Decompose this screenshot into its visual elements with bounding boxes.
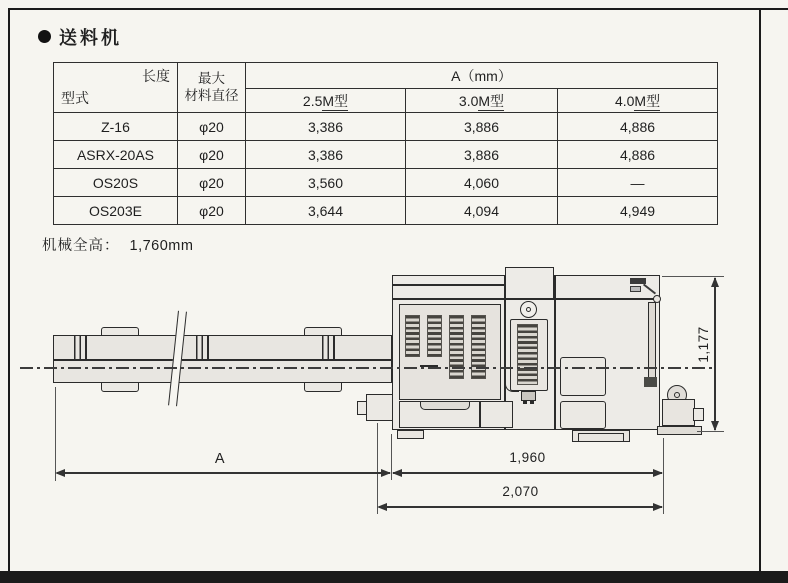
- bar-clamp: [196, 336, 209, 360]
- dim-arrow: [653, 503, 663, 511]
- dim-arrow: [381, 469, 391, 477]
- right-vertical-strip: [648, 302, 656, 382]
- frame-left: [8, 8, 10, 573]
- dim-arrow: [392, 469, 402, 477]
- extension-line: [377, 423, 378, 514]
- access-panel: [560, 357, 606, 396]
- caster-base: [657, 426, 702, 435]
- bar-clamp: [74, 336, 87, 360]
- top-right-fitting: [630, 286, 641, 292]
- machine-height-note: [42, 234, 193, 255]
- model-name: Z-16: [54, 113, 178, 141]
- cable: [505, 330, 519, 392]
- feeder-support-tab: [304, 382, 342, 392]
- max-diameter: φ20: [178, 141, 246, 169]
- table-corner-cell: [54, 63, 178, 113]
- model-name: ASRX-20AS: [54, 141, 178, 169]
- louver-column: [405, 315, 420, 357]
- value-3-0m: 4,060: [406, 169, 558, 197]
- connector-foot: [530, 400, 534, 404]
- value-4-0m: 4,886: [558, 113, 718, 141]
- fan-cap-hub: [526, 307, 531, 312]
- side-protrusion: [366, 394, 393, 421]
- frame-right: [759, 8, 761, 573]
- machine-height-value: 1,760mm: [129, 238, 194, 254]
- bar-clamp: [322, 336, 335, 360]
- table-row: [54, 169, 718, 197]
- value-4-0m: —: [558, 169, 718, 197]
- max-diameter: φ20: [178, 197, 246, 225]
- header-a-mm: A（mm）: [246, 63, 718, 89]
- header-4-0m: 4.0M型: [558, 89, 718, 113]
- louver-column: [449, 315, 464, 379]
- value-4-0m: 4,949: [558, 197, 718, 225]
- extension-line: [55, 387, 56, 481]
- machine-panel-line: [392, 284, 505, 286]
- dim-arrow: [653, 469, 663, 477]
- machine-panel-line: [392, 298, 660, 300]
- value-2-5m: 3,644: [246, 197, 406, 225]
- machine-drawer-side: [480, 401, 513, 428]
- louver-column: [427, 315, 442, 357]
- spec-table: [53, 62, 718, 225]
- machine-top-housing: [505, 267, 554, 300]
- page-title: 送料机: [59, 28, 122, 48]
- caster-tab: [693, 408, 704, 421]
- frame-bottom-band: [0, 571, 788, 583]
- strip-connector: [644, 377, 657, 387]
- value-2-5m: 3,386: [246, 113, 406, 141]
- extension-line: [663, 438, 664, 514]
- dim-label-1177: 1,177: [696, 326, 711, 363]
- centerline: [20, 367, 714, 369]
- machine-section-divider: [554, 275, 556, 430]
- value-4-0m: 4,886: [558, 141, 718, 169]
- drawer-handle: [420, 401, 470, 410]
- value-3-0m: 4,094: [406, 197, 558, 225]
- header-3-0m: 3.0M型: [406, 89, 558, 113]
- dimension-line-a: [57, 472, 390, 474]
- machine-foot: [397, 430, 424, 439]
- model-name: OS20S: [54, 169, 178, 197]
- side-protrusion-nub: [357, 401, 367, 415]
- dim-label-a: A: [214, 451, 226, 467]
- dim-arrow: [711, 421, 719, 431]
- dimension-line-1960: [393, 472, 662, 474]
- table-row: [54, 141, 718, 169]
- louver-column: [471, 315, 486, 379]
- header-2-5m: 2.5M型: [246, 89, 406, 113]
- table-row: [54, 197, 718, 225]
- corner-label-model: 型式: [61, 90, 89, 106]
- dim-arrow: [711, 277, 719, 287]
- table-row: [54, 113, 718, 141]
- model-name: OS203E: [54, 197, 178, 225]
- bullet-icon: [38, 30, 51, 43]
- caster-hub: [674, 392, 680, 398]
- dim-arrow: [55, 469, 65, 477]
- caster-body: [662, 399, 695, 426]
- dim-arrow: [377, 503, 387, 511]
- mid-louver-strip: [517, 324, 538, 385]
- feeder-bar-mid-line: [54, 359, 391, 361]
- frame-top: [8, 8, 788, 10]
- machine-foot-inner: [578, 433, 624, 442]
- dim-label-2070: 2,070: [502, 484, 539, 499]
- value-3-0m: 3,886: [406, 141, 558, 169]
- machine-height-label: 机械全高：: [42, 238, 120, 254]
- corner-label-length: 长度: [142, 68, 170, 84]
- dim-label-1960: 1,960: [509, 450, 546, 465]
- dimension-line-1177: [714, 278, 716, 430]
- feeder-support-tab: [101, 382, 139, 392]
- value-3-0m: 3,886: [406, 113, 558, 141]
- connector-foot: [523, 400, 527, 404]
- dimension-line-2070: [379, 506, 662, 508]
- max-diameter: φ20: [178, 169, 246, 197]
- value-2-5m: 3,560: [246, 169, 406, 197]
- max-diameter: φ20: [178, 113, 246, 141]
- header-max-diameter: 最大 材料直径: [178, 63, 246, 113]
- extension-line: [697, 431, 724, 432]
- access-panel: [560, 401, 606, 429]
- value-2-5m: 3,386: [246, 141, 406, 169]
